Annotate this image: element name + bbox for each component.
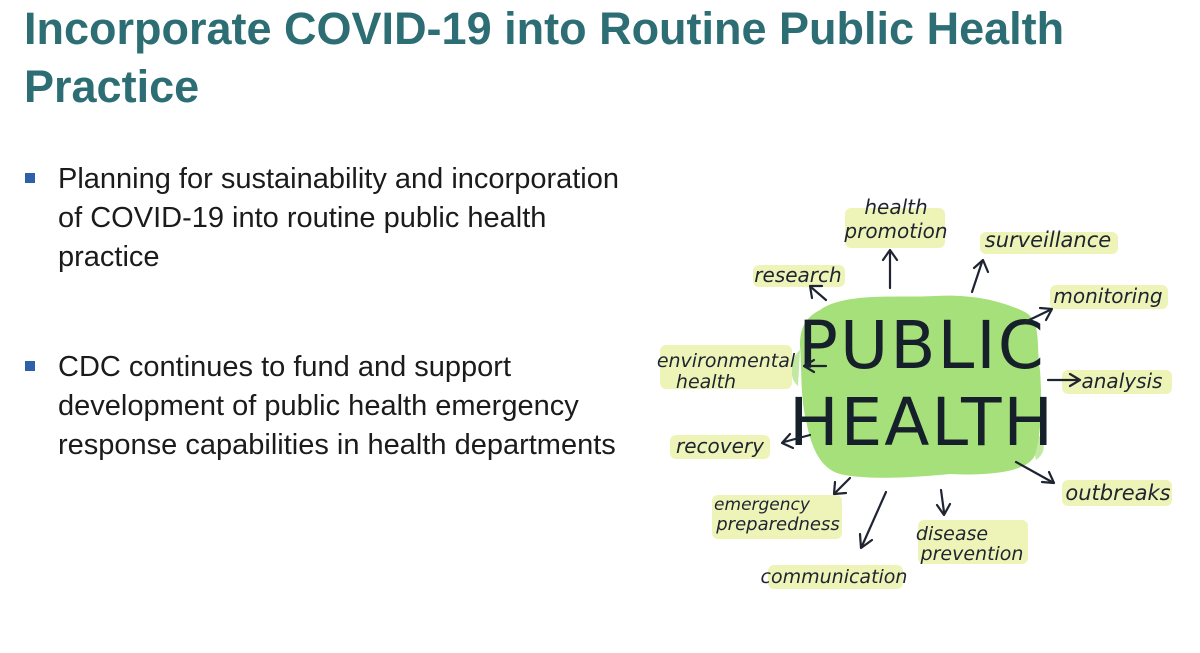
term-recovery: recovery (676, 434, 764, 458)
center-word-health: HEALTH (788, 384, 1056, 461)
arrow-icon (937, 490, 950, 515)
center-word-public: PUBLIC (798, 307, 1046, 384)
term-promotion: promotion (844, 219, 948, 243)
arrow-icon (1016, 462, 1054, 483)
bullet-text: CDC continues to fund and support development of public health emergency response capabilities in health departments (58, 351, 616, 461)
slide-title: Incorporate COVID-19 into Routine Public Health Practice (24, 3, 1065, 112)
arrow-icon (810, 286, 826, 300)
term-outbreaks: outbreaks (1065, 481, 1171, 505)
square-bullet-icon (25, 361, 35, 371)
term-communication: communication (760, 566, 908, 588)
square-bullet-icon (25, 173, 35, 183)
bullet-text: Planning for sustainability and incorporation of COVID-19 into routine public health practice (58, 163, 620, 273)
arrow-icon (834, 478, 850, 494)
term-emergency: emergency (714, 495, 810, 515)
term-analysis: analysis (1081, 369, 1163, 393)
bullet-list (24, 160, 644, 465)
term-prevention: prevention (920, 543, 1024, 565)
term-surveillance: surveillance (984, 228, 1112, 252)
public-health-word-map (650, 180, 1190, 600)
term-disease: disease (915, 523, 989, 545)
term-environmental: environmental (656, 350, 796, 372)
arrow-icon (972, 260, 988, 292)
term-research: research (754, 263, 842, 287)
arrow-icon (860, 492, 886, 548)
term-preparedness: preparedness (716, 514, 840, 535)
term-health: health (864, 195, 928, 219)
bullet-item (24, 348, 644, 465)
arrow-icon (883, 250, 897, 288)
term-monitoring: monitoring (1053, 284, 1163, 308)
bullet-item (24, 160, 644, 277)
term-environmental-health: health (675, 371, 737, 393)
